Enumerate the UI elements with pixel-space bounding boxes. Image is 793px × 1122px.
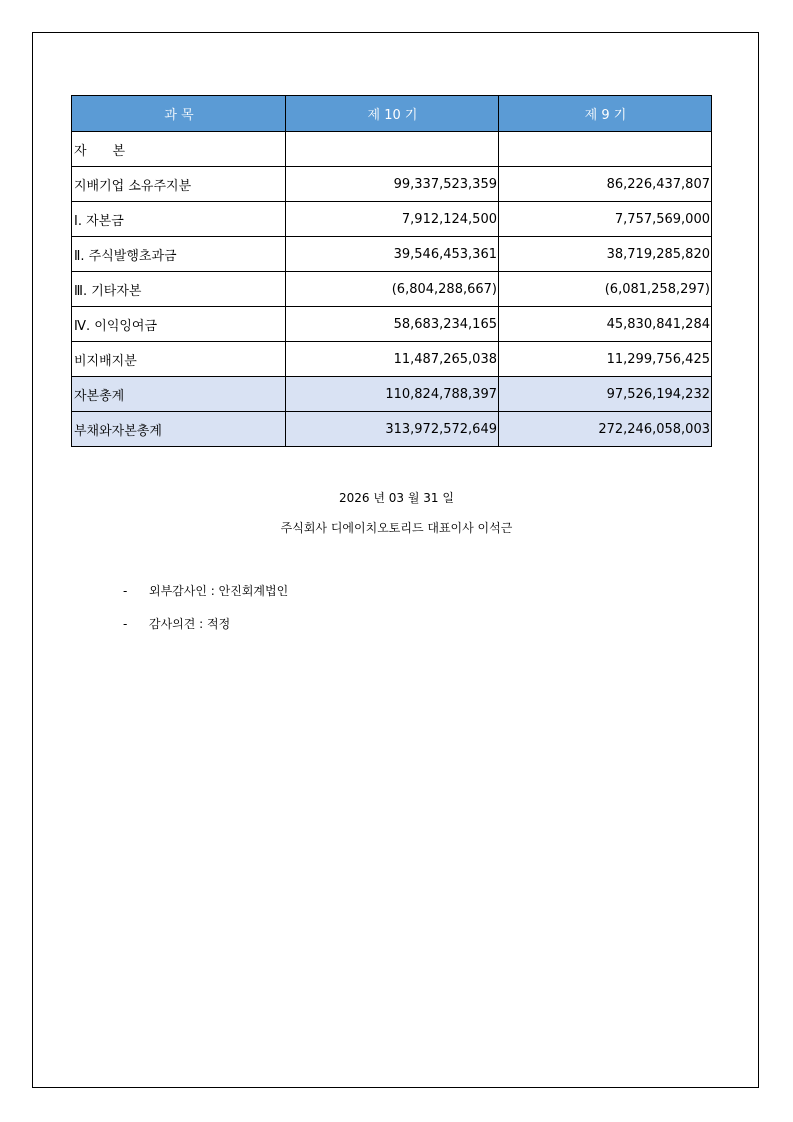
table-row: [72, 132, 712, 167]
row-label: 비지배지분: [72, 342, 286, 377]
table-row-total-liabilities-equity: [72, 412, 712, 447]
table-header-row: [72, 96, 712, 132]
table-row: [72, 342, 712, 377]
row-label: Ⅲ. 기타자본: [72, 272, 286, 307]
row-label: 자 본: [72, 132, 286, 167]
row-previous-value: 97,526,194,232: [499, 377, 712, 412]
row-current-value: 58,683,234,165: [286, 307, 499, 342]
row-label: Ⅱ. 주식발행초과금: [72, 237, 286, 272]
row-current-value: 313,972,572,649: [286, 412, 499, 447]
row-current-value: 11,487,265,038: [286, 342, 499, 377]
note-auditor: [123, 582, 288, 599]
row-previous-value: 38,719,285,820: [499, 237, 712, 272]
table-row: [72, 307, 712, 342]
row-previous-value: 11,299,756,425: [499, 342, 712, 377]
note-text: 외부감사인 : 안진회계법인: [149, 584, 289, 598]
header-current-period: 제 10 기: [286, 96, 499, 132]
row-previous-value: 45,830,841,284: [499, 307, 712, 342]
header-previous-period: 제 9 기: [499, 96, 712, 132]
note-audit-opinion: [123, 615, 230, 632]
table-row: [72, 202, 712, 237]
header-account: 과 목: [72, 96, 286, 132]
row-label: Ⅰ. 자본금: [72, 202, 286, 237]
statement-date: 2026 년 03 월 31 일: [339, 491, 454, 505]
row-previous-value: [499, 132, 712, 167]
row-label: Ⅳ. 이익잉여금: [72, 307, 286, 342]
company-signature-line: 주식회사 디에이치오토리드 대표이사 이석근: [280, 521, 513, 535]
row-current-value: 110,824,788,397: [286, 377, 499, 412]
row-previous-value: (6,081,258,297): [499, 272, 712, 307]
note-text: 감사의견 : 적정: [149, 617, 231, 631]
row-previous-value: 7,757,569,000: [499, 202, 712, 237]
table-row: [72, 272, 712, 307]
row-label: 부채와자본총계: [72, 412, 286, 447]
row-previous-value: 272,246,058,003: [499, 412, 712, 447]
note-bullet: -: [123, 617, 128, 631]
row-label: 자본총계: [72, 377, 286, 412]
row-current-value: (6,804,288,667): [286, 272, 499, 307]
table-row-total-equity: [72, 377, 712, 412]
row-current-value: [286, 132, 499, 167]
table-row: [72, 237, 712, 272]
row-label: 지배기업 소유주지분: [72, 167, 286, 202]
row-current-value: 99,337,523,359: [286, 167, 499, 202]
row-current-value: 7,912,124,500: [286, 202, 499, 237]
row-current-value: 39,546,453,361: [286, 237, 499, 272]
table-row: [72, 167, 712, 202]
note-bullet: -: [123, 584, 128, 598]
row-previous-value: 86,226,437,807: [499, 167, 712, 202]
equity-table: [71, 95, 712, 447]
